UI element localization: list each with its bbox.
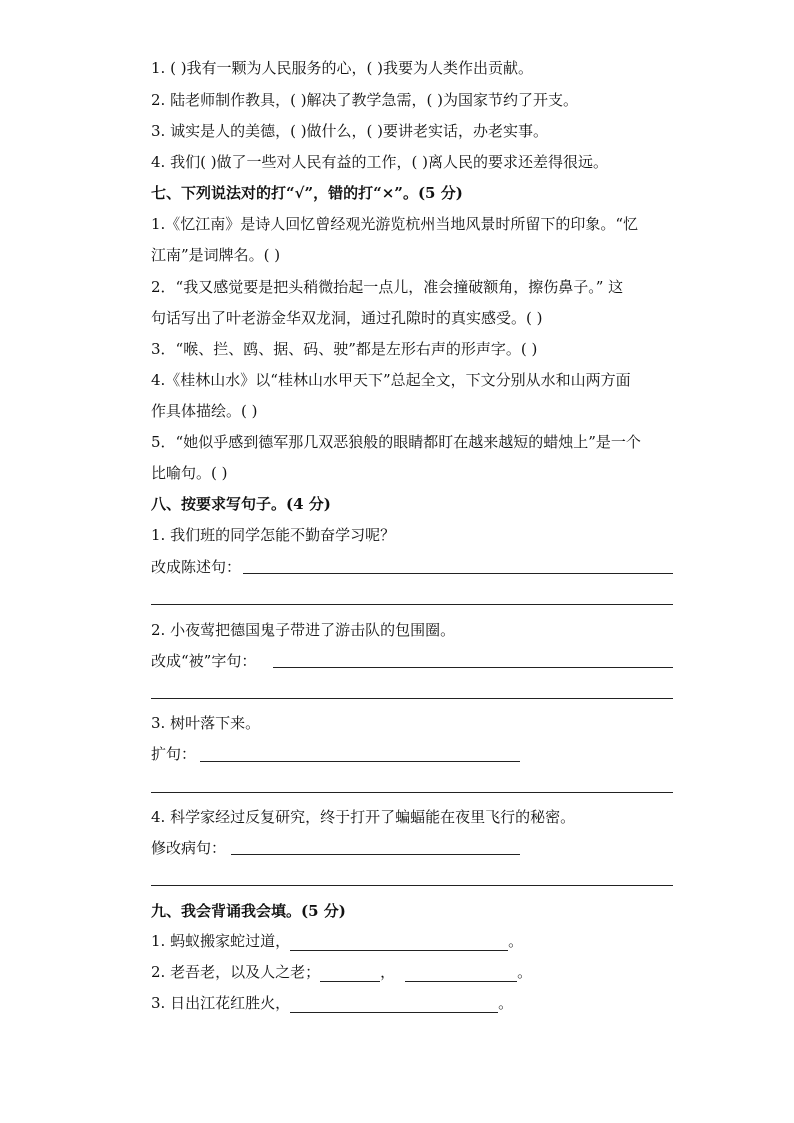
s9-item-1 xyxy=(151,931,523,951)
s9-item-2-end: 。 xyxy=(517,963,533,981)
s8-item-2-answer-line-2[interactable] xyxy=(151,698,673,699)
s9-item-2-blank-2[interactable] xyxy=(405,965,517,982)
s8-item-3-sentence: 3. 树叶落下来。 xyxy=(151,714,261,732)
s9-item-1-end: 。 xyxy=(508,932,524,950)
s6-item-4: 4. 我们( )做了一些对人民有益的工作，( )离人民的要求还差得很远。 xyxy=(151,153,609,171)
s8-item-3-answer-line-1[interactable] xyxy=(200,761,520,762)
s6-item-1: 1. ( )我有一颗为人民服务的心，( )我要为人类作出贡献。 xyxy=(151,59,534,77)
s7-item-1-line2: 江南”是词牌名。( ) xyxy=(151,246,281,264)
s8-item-2-prompt: 改成“被”字句： xyxy=(151,652,257,670)
s8-item-4-prompt: 修改病句： xyxy=(151,839,227,857)
s8-item-1-answer-line-1[interactable] xyxy=(243,573,673,574)
s9-item-3-end: 。 xyxy=(498,994,514,1012)
s7-item-1-line1: 1.《忆江南》是诗人回忆曾经观光游览杭州当地风景时所留下的印象。“忆 xyxy=(151,215,638,233)
s7-item-2-line2: 句话写出了叶老游金华双龙洞，通过孔隙时的真实感受。( ) xyxy=(151,309,543,327)
s8-item-1-prompt: 改成陈述句： xyxy=(151,558,242,576)
s6-item-2: 2. 陆老师制作教具，( )解决了教学急需，( )为国家节约了开支。 xyxy=(151,91,579,109)
s8-item-4-answer-line-2[interactable] xyxy=(151,885,673,886)
s7-item-2-line1: 2．“我又感觉要是把头稍微抬起一点儿，准会撞破额角，擦伤鼻子。” 这 xyxy=(151,278,624,296)
s8-item-3-answer-line-2[interactable] xyxy=(151,792,673,793)
s7-item-5-line2: 比喻句。( ) xyxy=(151,464,228,482)
section7-heading: 七、下列说法对的打“√”，错的打“×”。(5 分) xyxy=(151,184,463,202)
s9-item-1-text: 1. 蚂蚁搬家蛇过道， xyxy=(151,932,291,950)
s9-item-2 xyxy=(151,962,532,982)
section8-heading: 八、按要求写句子。(4 分) xyxy=(151,495,331,513)
s8-item-1-answer-line-2[interactable] xyxy=(151,604,673,605)
s7-item-4-line1: 4.《桂林山水》以“桂林山水甲天下”总起全文，下文分别从水和山两方面 xyxy=(151,371,631,389)
s8-item-4-sentence: 4. 科学家经过反复研究，终于打开了蝙蝠能在夜里飞行的秘密。 xyxy=(151,808,576,826)
s8-item-3-prompt: 扩句： xyxy=(151,745,197,763)
s7-item-3: 3．“喉、拦、鸥、据、码、驶”都是左形右声的形声字。( ) xyxy=(151,340,538,358)
s6-item-3: 3. 诚实是人的美德，( )做什么，( )要讲老实话，办老实事。 xyxy=(151,122,549,140)
s7-item-4-line2: 作具体描绘。( ) xyxy=(151,402,258,420)
s9-item-2-comma: ， xyxy=(380,963,396,981)
s7-item-5-line1: 5．“她似乎感到德军那几双恶狼般的眼睛都盯在越来越短的蜡烛上”是一个 xyxy=(151,433,641,451)
s9-item-3-blank[interactable] xyxy=(290,996,498,1013)
s8-item-2-sentence: 2. 小夜莺把德国鬼子带进了游击队的包围圈。 xyxy=(151,621,456,639)
section9-heading: 九、我会背诵我会填。(5 分) xyxy=(151,902,346,920)
s9-item-3-text: 3. 日出江花红胜火， xyxy=(151,994,291,1012)
s9-item-3 xyxy=(151,993,513,1013)
s9-item-1-blank[interactable] xyxy=(290,934,508,951)
s8-item-4-answer-line-1[interactable] xyxy=(231,854,520,855)
s8-item-2-answer-line-1[interactable] xyxy=(273,667,673,668)
s9-item-2-blank-1[interactable] xyxy=(320,965,380,982)
s9-item-2-text: 2. 老吾老，以及人之老； xyxy=(151,963,321,981)
s8-item-1-sentence: 1. 我们班的同学怎能不勤奋学习呢？ xyxy=(151,526,396,544)
